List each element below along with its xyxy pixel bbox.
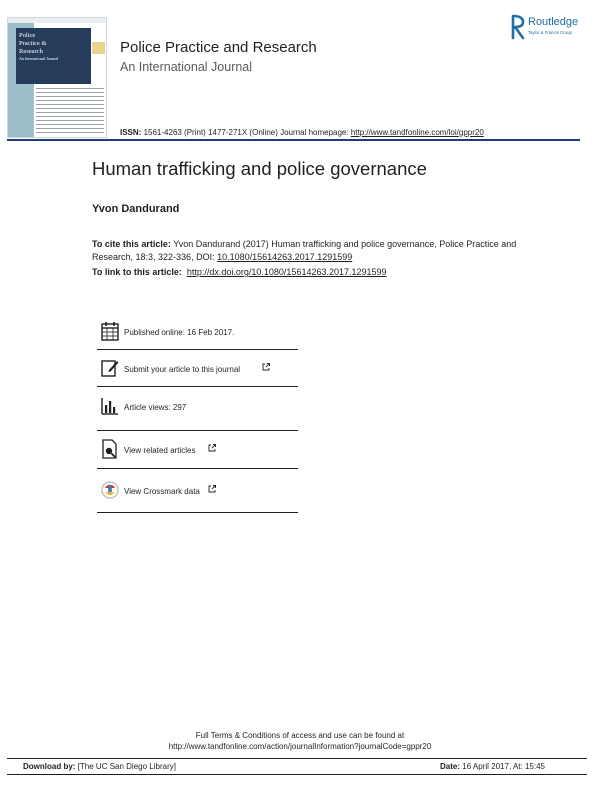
doi-link[interactable]: 10.1080/15614263.2017.1291599 (217, 252, 353, 262)
journal-title: Police Practice and Research (120, 39, 317, 56)
footer-divider (7, 758, 587, 759)
external-link-icon (208, 485, 216, 493)
terms-url-link[interactable]: http://www.tandfonline.com/action/journalInformation?journalCode=gppr20 (168, 742, 432, 751)
journal-homepage-link[interactable]: http://www.tandfonline.com/loi/gppr20 (350, 128, 484, 137)
download-date: Date: 16 April 2017, At: 15:45 (440, 762, 545, 771)
submit-article-label[interactable]: Submit your article to this journal (124, 365, 241, 374)
related-articles-label[interactable]: View related articles (124, 446, 196, 455)
bar-chart-icon (101, 396, 119, 416)
publisher-name: Routledge (528, 16, 579, 28)
journal-cover-thumbnail (7, 17, 107, 138)
related-articles-row[interactable] (97, 431, 298, 467)
related-search-icon (101, 439, 119, 459)
article-title: Human trafficking and police governance (92, 158, 427, 179)
publisher-tagline: Taylor & Francis Group (528, 30, 572, 35)
routledge-logo-icon (511, 14, 525, 40)
external-link-icon (262, 363, 270, 371)
calendar-icon (101, 321, 119, 341)
crossmark-icon (101, 480, 119, 500)
issn-line: ISSN: 1561-4263 (Print) 1477-271X (Online) Journal homepage: http://www.tandfonline.com/loi/gppr20 (120, 128, 484, 137)
header-divider (7, 139, 580, 141)
published-online-row (97, 313, 298, 349)
crossmark-row[interactable] (97, 472, 298, 508)
divider (97, 468, 298, 469)
external-link-icon (208, 444, 216, 452)
footer-divider-bottom (7, 774, 587, 775)
terms-text: Full Terms & Conditions of access and use can be found at (195, 731, 405, 740)
crossmark-label[interactable]: View Crossmark data (124, 487, 200, 496)
divider (97, 386, 298, 387)
article-author: Yvon Dandurand (92, 203, 180, 215)
published-online-label: Published online: 16 Feb 2017. (124, 328, 235, 337)
submit-article-row[interactable] (97, 350, 298, 386)
article-url-link[interactable]: http://dx.doi.org/10.1080/15614263.2017.1291599 (186, 267, 387, 277)
downloaded-by: Download by: [The UC San Diego Library] (23, 762, 176, 771)
cover-title: Police Practice & Research An International Journal (19, 32, 59, 61)
article-views-row (97, 388, 298, 424)
article-link-block: To link to this article: http://dx.doi.org/10.1080/15614263.2017.1291599 (92, 267, 387, 277)
article-views-label: Article views: 297 (124, 403, 187, 412)
journal-subtitle: An International Journal (120, 60, 253, 74)
divider (97, 512, 298, 513)
citation-block: To cite this article: Yvon Dandurand (2017) Human trafficking and police governance, Police Practice and Research, 18:3, 322-336, DOI: 10.1080/15614263.2017.1291599 (92, 239, 517, 262)
submit-edit-icon (101, 358, 119, 378)
